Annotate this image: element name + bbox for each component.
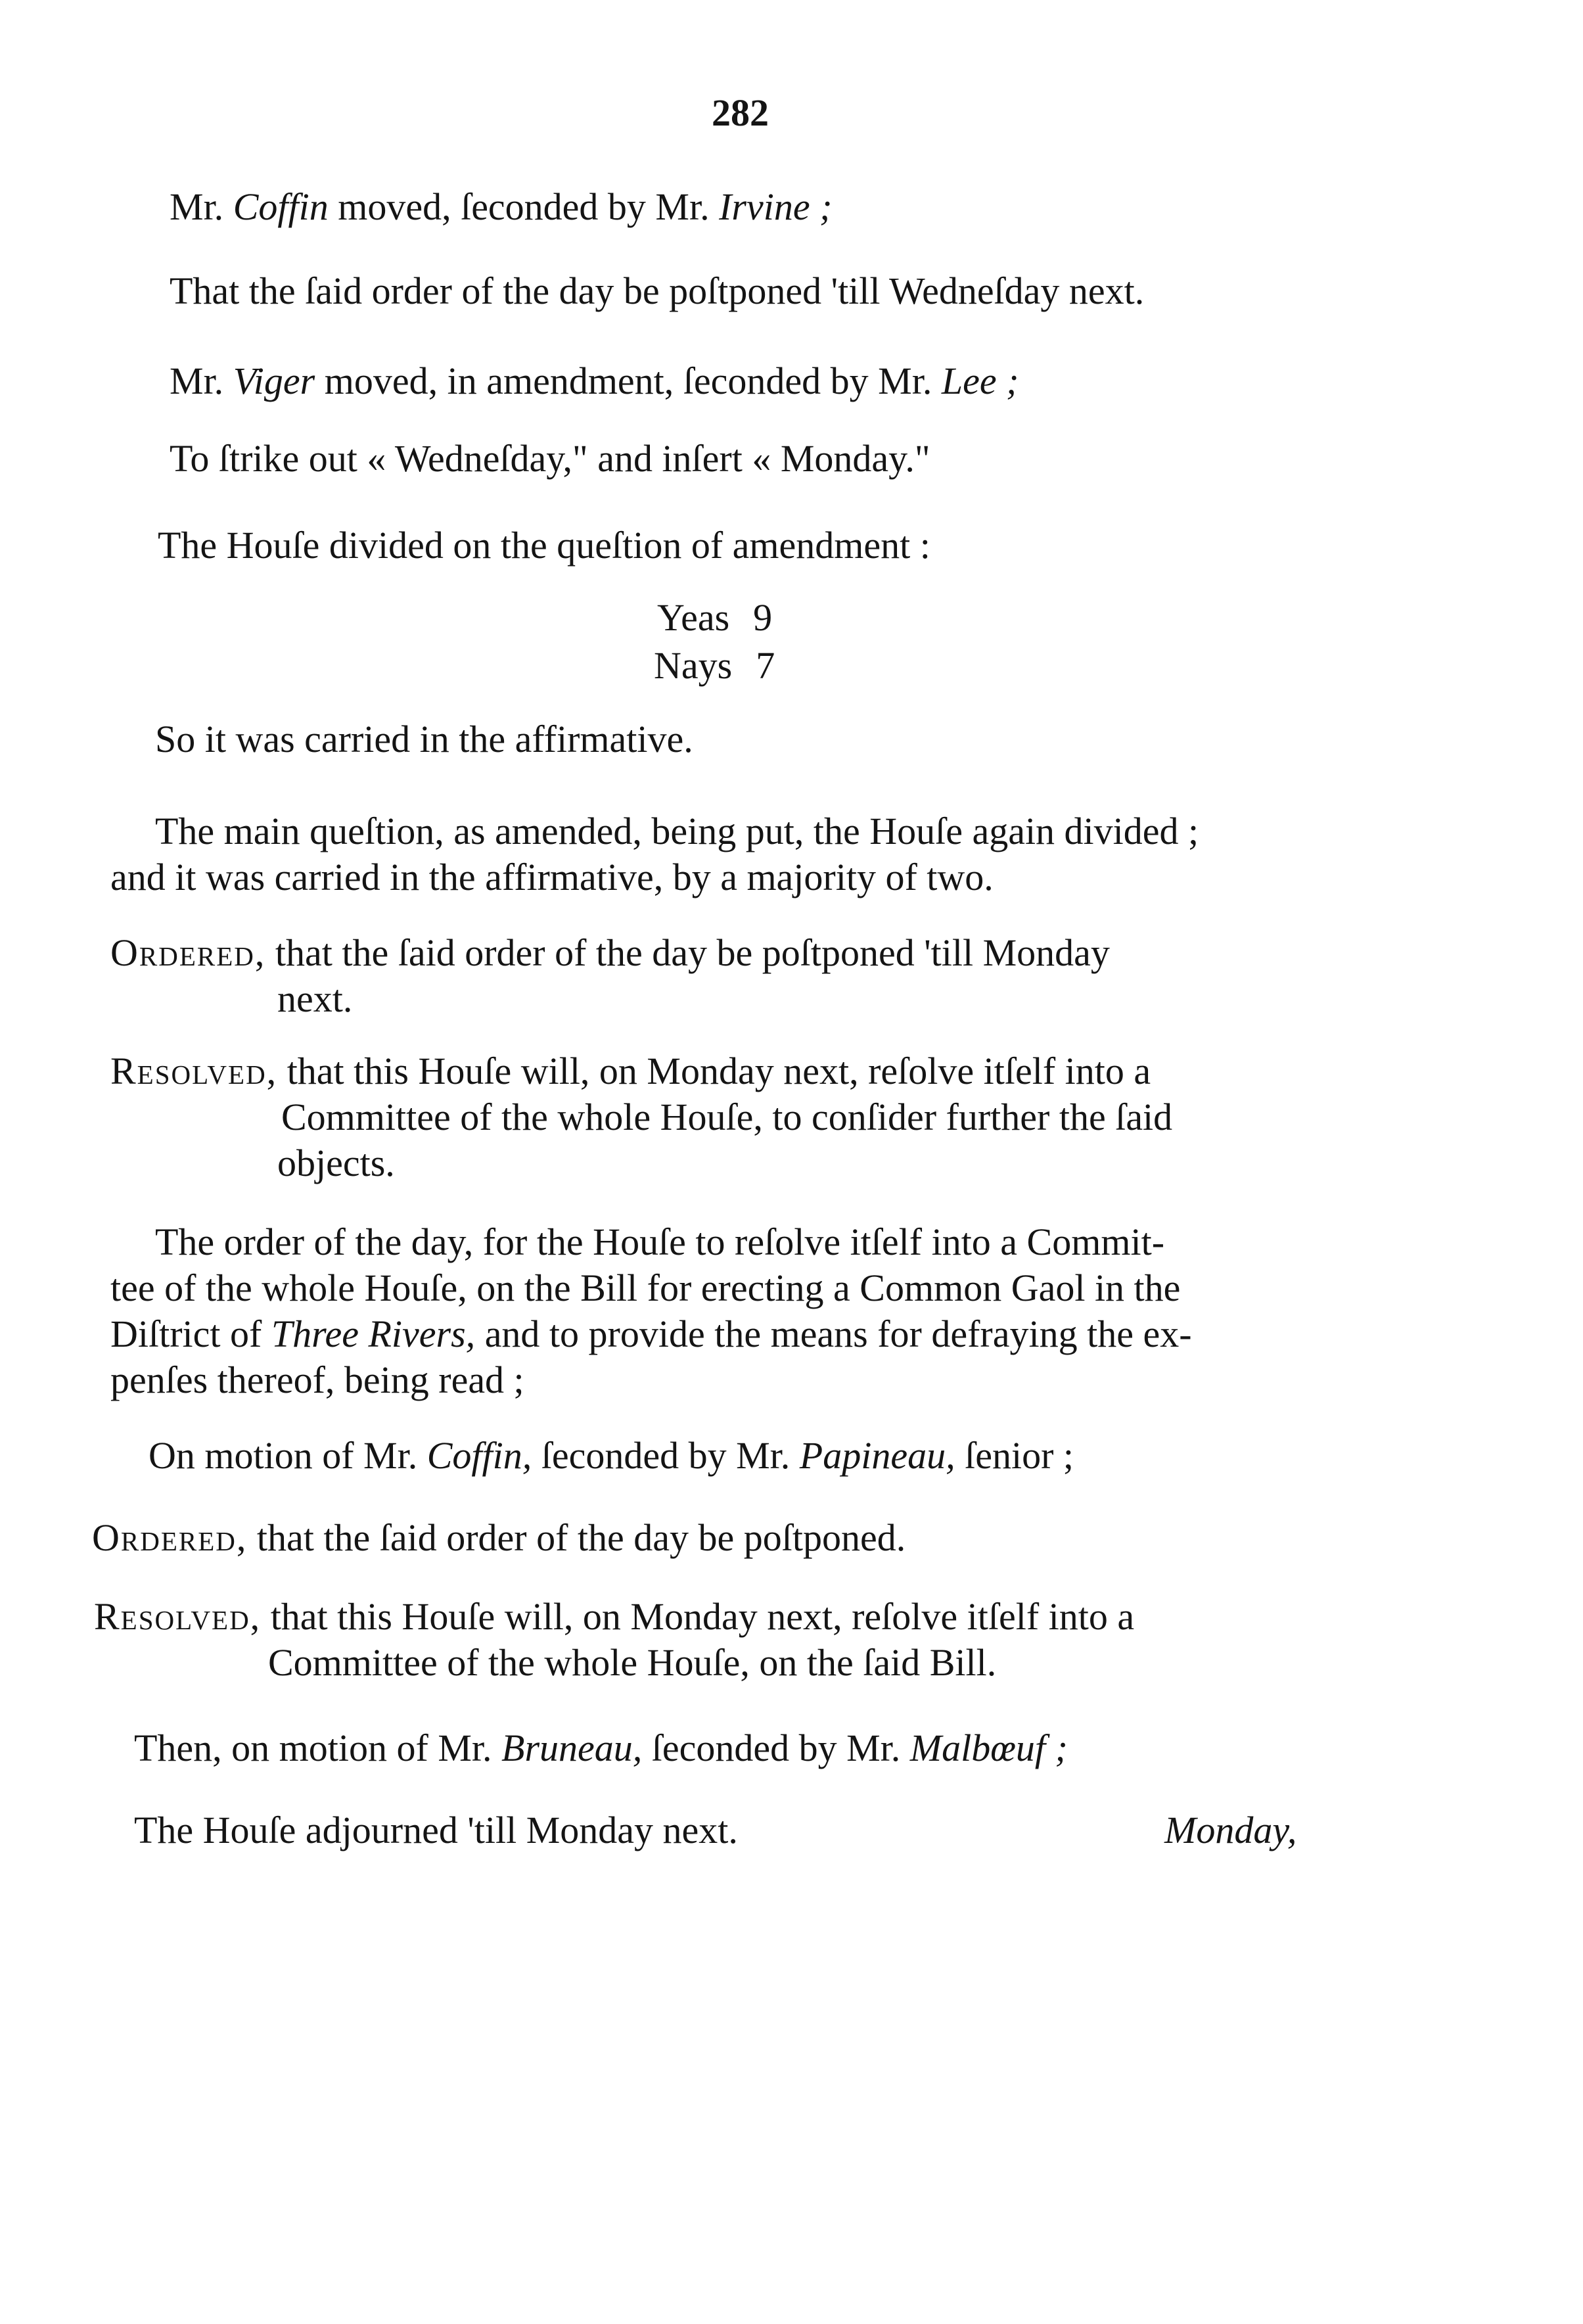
name-italic: Malbœuf ; [909,1727,1068,1769]
text: Mr. [170,360,233,402]
line-expenses: penſes thereof, being read ; [110,1359,524,1401]
line-house-divided: The Houſe divided on the queſtion of amendment : [158,524,930,567]
text: On motion of Mr. [149,1434,427,1477]
text: moved, ſeconded by Mr. [328,185,720,228]
text: that this Houſe will, on Monday next, reſolve itſelf into a [277,1050,1151,1092]
ordered-label: Ordered, [92,1516,248,1559]
text: ſenior ; [955,1434,1074,1477]
ordered-label: Ordered, [110,931,266,974]
line-strike-out: To ſtrike out « Wedneſday," and inſert « Monday." [170,437,930,480]
nays-value: 7 [756,644,775,687]
text: ſeconded by Mr. [532,1434,800,1477]
text: Diſtrict of [110,1313,271,1355]
name-italic: Viger [233,360,315,402]
line-ordered-1-cont: next. [277,977,353,1020]
text: ſeconded by Mr. [642,1727,910,1769]
line-resolved-1 [110,1048,1151,1094]
text: that the ſaid order of the day be poſtponed 'till Monday [265,931,1110,974]
name-italic: Coffin, [426,1434,532,1477]
line-main-question: The main queſtion, as amended, being put, the Houſe again divided ; [155,810,1199,852]
line-postpone-wednesday: That the ſaid order of the day be poſtponed 'till Wedneſday next. [170,269,1145,312]
yeas-label: Yeas [657,596,730,639]
text: Mr. [170,185,233,228]
line-ordered-1 [110,930,1110,976]
resolved-label: Resolved, [110,1050,278,1092]
name-italic: Papineau, [799,1434,955,1477]
tally-yeas [657,595,772,641]
text: that the ſaid order of the day be poſtponed. [247,1516,906,1559]
text: moved, in amendment, ſeconded by Mr. [315,360,942,402]
line-resolved-2-cont: Committee of the whole Houſe, on the ſaid Bill. [268,1641,997,1684]
line-adjourned: The Houſe adjourned 'till Monday next. [134,1809,738,1851]
line-carried-affirmative: So it was carried in the affirmative. [155,718,693,760]
line-motion-bruneau [134,1725,1068,1771]
line-gaol-bill: tee of the whole Houſe, on the Bill for erecting a Common Gaol in the [110,1267,1181,1309]
line-resolved-2 [94,1594,1134,1640]
yeas-value: 9 [753,596,773,639]
line-ordered-2 [92,1515,906,1561]
tally-nays [654,643,775,689]
page-number: 282 [712,91,769,134]
name-italic: Lee ; [941,360,1019,402]
name-italic: Coffin [233,185,329,228]
text: that this Houſe will, on Monday next, reſolve itſelf into a [261,1595,1135,1638]
text: Then, on motion of Mr. [134,1727,502,1769]
line-motion-coffin-2 [149,1433,1074,1479]
resolved-label: Resolved, [94,1595,262,1638]
name-italic: Irvine ; [719,185,833,228]
line-motion-coffin [170,184,832,230]
line-motion-viger [170,358,1019,404]
place-italic: Three Rivers, [271,1313,476,1355]
line-resolved-1-cont: Committee of the whole Houſe, to conſider further the ſaid [281,1096,1173,1138]
line-order-of-day: The order of the day, for the Houſe to reſolve itſelf into a Commit- [155,1220,1165,1263]
text: and to provide the means for defraying the ex- [475,1313,1192,1355]
nays-label: Nays [654,644,733,687]
line-resolved-1-end: objects. [277,1142,395,1184]
line-majority-two: and it was carried in the affirmative, by a majority of two. [110,856,994,898]
line-three-rivers [110,1311,1192,1357]
catchword: Monday, [1164,1809,1297,1851]
name-italic: Bruneau, [501,1727,643,1769]
